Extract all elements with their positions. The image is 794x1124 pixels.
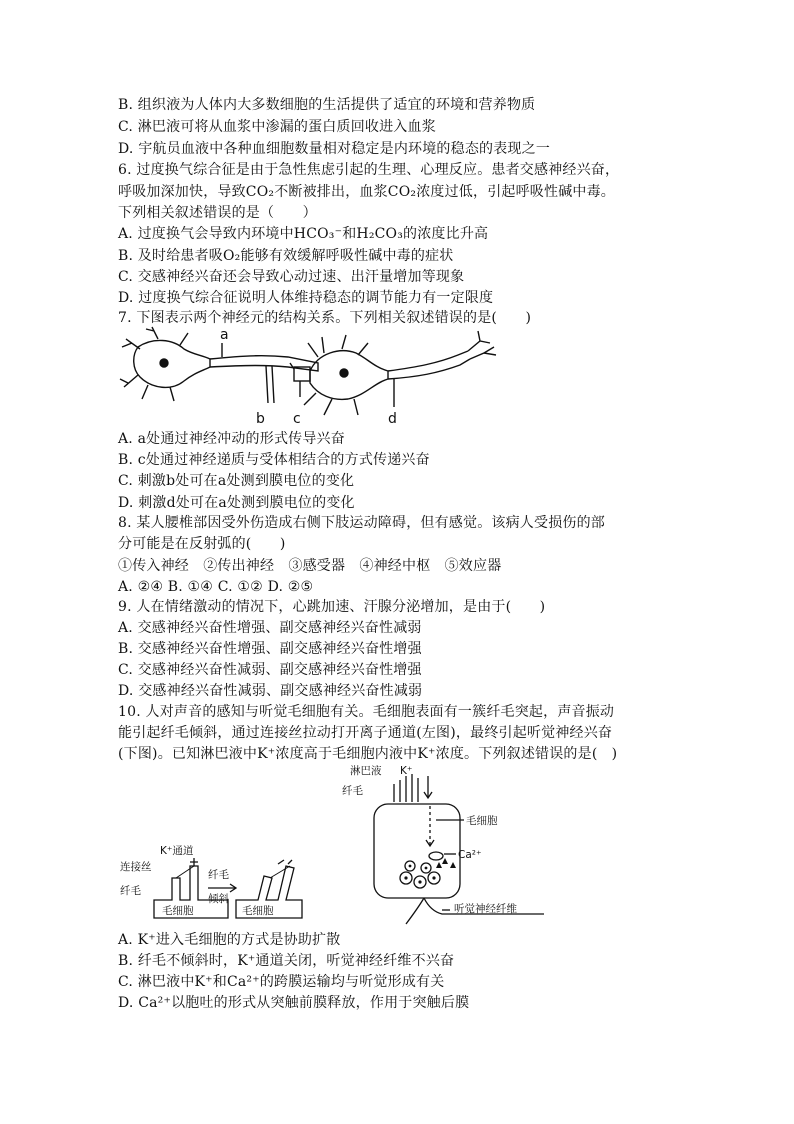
k-ion-label: K⁺ [400, 765, 413, 777]
q7-option-c: C. 刺激b处可在a处测到膜电位的变化 [118, 473, 355, 489]
q10-option-a: A. K⁺进入毛细胞的方式是协助扩散 [118, 932, 341, 948]
q5-option-d: D. 宇航员血液中各种血细胞数量相对稳定是内环境的稳态的表现之一 [118, 141, 551, 157]
q10-stem-line-2: 能引起纤毛倾斜，通过连接丝拉动打开离子通道(左图)，最终引起听觉神经兴奋 [118, 725, 613, 741]
q6-option-d: D. 过度换气综合征说明人体维持稳态的调节能力有一定限度 [118, 290, 494, 306]
q9-option-a: A. 交感神经兴奋性增强、副交感神经兴奋性减弱 [118, 620, 422, 636]
hair-cell-label-1: 毛细胞 [162, 905, 194, 917]
q7-stem: 7. 下图表示两个神经元的结构关系。下列相关叙述错误的是( ) [118, 310, 532, 326]
q8-stem-line-1: 8. 某人腰椎部因受外伤造成右侧下肢运动障碍，但有感觉。该病人受损伤的部 [118, 515, 606, 531]
link-filament-label: 连接丝 [120, 861, 152, 873]
q7-option-d: D. 刺激d处可在a处测到膜电位的变化 [118, 495, 355, 511]
q8-items: ①传入神经 ②传出神经 ③感受器 ④神经中枢 ⑤效应器 [118, 558, 502, 574]
q6-option-b: B. 及时给患者吸O₂能够有效缓解呼吸性碱中毒的症状 [118, 248, 454, 264]
q7-option-a: A. a处通过神经冲动的形式传导兴奋 [118, 431, 345, 447]
q8-stem-line-2: 分可能是在反射弧的( ) [118, 536, 286, 552]
lymph-label: 淋巴液 [350, 765, 382, 777]
hair-cell-label-2: 毛细胞 [242, 905, 274, 917]
q6-stem-line-1: 6. 过度换气综合征是由于急性焦虑引起的生理、心理反应。患者交感神经兴奋， [118, 162, 620, 178]
q9-option-d: D. 交感神经兴奋性减弱、副交感神经兴奋性减弱 [118, 683, 423, 699]
q10-stem-line-1: 10. 人对声音的感知与听觉毛细胞有关。毛细胞表面有一簇纤毛突起，声音振动 [118, 704, 615, 720]
hair-cell-diagram [338, 764, 553, 926]
q8-options: A. ②④ B. ①④ C. ①② D. ②⑤ [118, 579, 314, 595]
hair-cell-label: 毛细胞 [466, 815, 498, 827]
tilt-label-2: 倾斜 [208, 893, 229, 905]
q9-option-b: B. 交感神经兴奋性增强、副交感神经兴奋性增强 [118, 641, 422, 657]
q10-option-d: D. Ca²⁺以胞吐的形式从突触前膜释放，作用于突触后膜 [118, 995, 470, 1011]
k-channel-label: K⁺通道 [160, 845, 194, 857]
q9-option-c: C. 交感神经兴奋性减弱、副交感神经兴奋性增强 [118, 662, 422, 678]
q6-stem-line-3: 下列相关叙述错误的是（ ） [118, 205, 317, 221]
cilia-tilt-diagram [118, 840, 308, 930]
q6-option-a: A. 过度换气会导致内环境中HCO₃⁻和H₂CO₃的浓度比升高 [118, 226, 489, 242]
cilia-label-left: 纤毛 [120, 885, 141, 897]
q5-option-c: C. 淋巴液可将从血浆中渗漏的蛋白质回收进入血浆 [118, 119, 436, 135]
neuron-label-a: a [220, 327, 229, 343]
q6-option-c: C. 交感神经兴奋还会导致心动过速、出汗量增加等现象 [118, 269, 465, 285]
auditory-nerve-label: 听觉神经纤维 [454, 903, 517, 915]
neuron-label-b: b [256, 411, 265, 427]
q7-option-b: B. c处通过神经递质与受体相结合的方式传递兴奋 [118, 452, 430, 468]
tilt-label-1: 纤毛 [208, 869, 229, 881]
neuron-label-c: c [293, 411, 301, 427]
cilia-label-right: 纤毛 [342, 785, 363, 797]
q5-option-b: B. 组织液为人体内大多数细胞的生活提供了适宜的环境和营养物质 [118, 97, 536, 113]
neuron-diagram [118, 325, 518, 433]
ca-ion-label: Ca²⁺ [458, 849, 482, 861]
q9-stem: 9. 人在情绪激动的情况下，心跳加速、汗腺分泌增加，是由于( ) [118, 599, 546, 615]
q10-option-b: B. 纤毛不倾斜时，K⁺通道关闭，听觉神经纤维不兴奋 [118, 953, 455, 969]
neuron-label-d: d [388, 411, 397, 427]
q6-stem-line-2: 呼吸加深加快，导致CO₂不断被排出，血浆CO₂浓度过低，引起呼吸性碱中毒。 [118, 184, 616, 200]
q10-option-c: C. 淋巴液中K⁺和Ca²⁺的跨膜运输均与听觉形成有关 [118, 974, 445, 990]
q10-stem-line-3: (下图)。已知淋巴液中K⁺浓度高于毛细胞内液中K⁺浓度。下列叙述错误的是( ) [118, 746, 618, 762]
